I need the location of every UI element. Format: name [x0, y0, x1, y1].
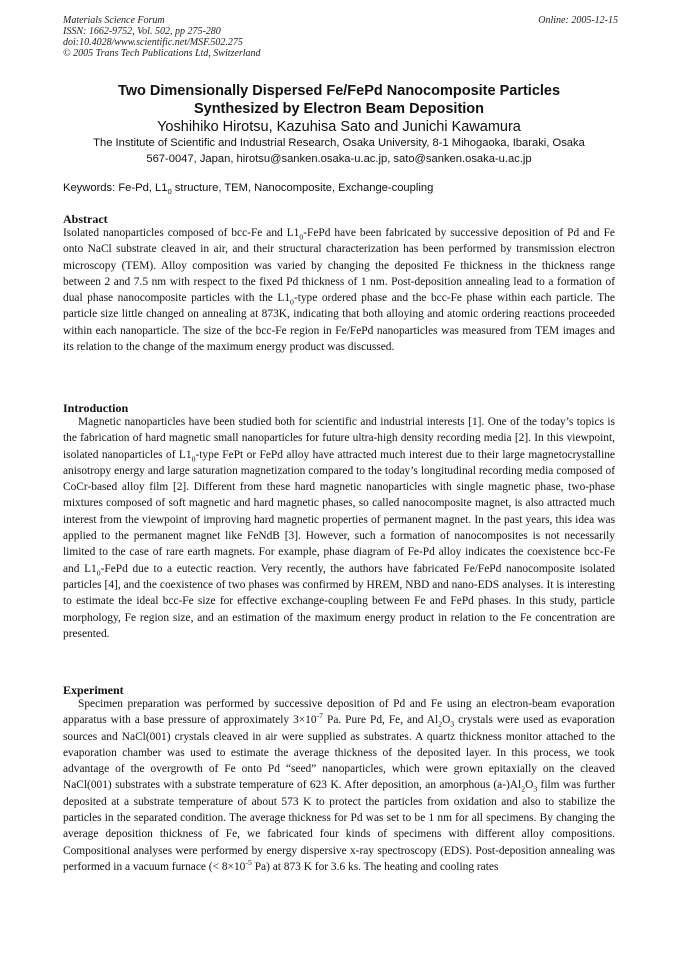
- affiliation-line-2: 567-0047, Japan, hirotsu@sanken.osaka-u.ac.jp, sato@sanken.osaka-u.ac.jp: [146, 153, 532, 165]
- journal-copyright: © 2005 Trans Tech Publications Ltd, Switzerland: [63, 48, 261, 59]
- abstract-text: [63, 225, 615, 355]
- affiliation: [63, 135, 615, 167]
- experiment-text-part: film was further deposited at a substrate temperature of about 573 K to protect the particles from oxidation and also to stabilize the particles in the separated condition. The average thickness for Pd was set to be 1 nm for all specimens. By changing the average deposition thickness of Fe, we fabricated four kinds of specimens with different alloy compositions. Compositional analyses were performed by energy dispersive x-ray spectroscopy (EDS). Post-deposition annealing was performed in a vacuum furnace (< 8×10: [63, 779, 615, 873]
- experiment-text-part: Pa. Pure Pd, Fe, and Al: [323, 714, 439, 727]
- experiment-text-part: O: [525, 779, 534, 792]
- journal-doi: doi:10.4028/www.scientific.net/MSF.502.275: [63, 37, 243, 48]
- keywords: [63, 180, 615, 196]
- keywords-subscript: 0: [167, 187, 172, 197]
- abstract-subscript: 0: [299, 232, 304, 242]
- abstract-text-part: Isolated nanoparticles composed of bcc-Fe and L1: [63, 227, 300, 239]
- experiment-superscript: -5: [245, 858, 252, 868]
- introduction-subscript: 0: [191, 453, 196, 463]
- experiment-superscript: -7: [316, 711, 324, 721]
- experiment-text-part: O: [442, 714, 451, 727]
- experiment-heading: Experiment: [63, 683, 124, 697]
- experiment-subscript: 2: [438, 719, 443, 729]
- introduction-text-part: Magnetic nanoparticles have been studied both for scientific and industrial interests [1]. One of the today’s topics is the fabrication of hard magnetic small nanoparticles for future ultra-high density recording media [2]. In this viewpoint, isolated nanoparticles of L1: [63, 416, 615, 461]
- abstract-subscript: 0: [290, 297, 294, 307]
- experiment-text-part: Specimen preparation was performed by successive deposition of Pd and Fe using an electron-beam evaporation apparatus with a base pressure of approximately 3×10: [63, 698, 615, 727]
- experiment-subscript: 2: [521, 784, 526, 794]
- introduction-heading: Introduction: [63, 401, 129, 415]
- journal-header: [63, 15, 618, 59]
- affiliation-line-1: The Institute of Scientific and Industrial Research, Osaka University, 8-1 Mihogaoka, Ibaraki, Osaka: [93, 137, 585, 149]
- journal-name: Materials Science Forum: [63, 15, 165, 26]
- abstract-heading: Abstract: [63, 212, 108, 226]
- abstract-text-part: -type ordered phase and the bcc-Fe phase within each particle. The particle size little changed on annealing at 873K, indicating that both alloying and atomic ordering reactions proceeded within each nanoparticle. The size of the bcc-Fe region in Fe/FePd nanoparticles was measured from TEM images and its relation to the change of the maximum energy product was discussed.: [63, 292, 615, 354]
- abstract-text-part: -FePd have been fabricated by successive deposition of Pd and Fe onto NaCl substrate cleaved in air, and their structural characterization has been performed by transmission electron microscopy (TEM). Alloy composition was varied by changing the deposited Fe thickness in the thickness range between 2 and 7.5 nm with respect to the fixed Pd thickness of 1 nm. Post-deposition annealing lead to a formation of dual phase nanocomposite particles with the L1: [63, 227, 615, 305]
- journal-issn: ISSN: 1662-9752, Vol. 502, pp 275-280: [63, 26, 221, 37]
- author-list: Yoshihiko Hirotsu, Kazuhisa Sato and Junichi Kawamura: [157, 119, 521, 135]
- introduction-subscript: 0: [96, 567, 101, 577]
- title-line-1: Two Dimensionally Dispersed Fe/FePd Nanocomposite Particles: [117, 83, 561, 99]
- online-date: Online: 2005-12-15: [538, 15, 618, 26]
- introduction-text-part: -type FePt or FePd alloy have attracted much interest due to their large magnetocrystalline anisotropy energy and large saturation magnetization compared to the today’s longitudinal recording media composed of CoCr-based alloy film [2]. Different from these hard magnetic nanoparticles with single magnetic phase, two-phase mixtures composed of soft magnetic and hard magnetic phases, so called nanocomposite magnet, is also attracted much interest from the viewpoint of improving hard magnetic properties of permanent magnet. In the past years, this idea was applied to the permanent magnet like FeNdB [3]. However, such a formation of nanocomposites is not necessarily limited to the case of rare earth magnets. For example, phase diagram of Fe-Pd alloy indicates the coexistence bcc-Fe and L1: [63, 448, 615, 575]
- paper-title: [63, 82, 615, 118]
- experiment-subscript: 3: [533, 784, 538, 794]
- experiment-text: [63, 696, 615, 875]
- experiment-text-part: crystals were used as evaporation sources and NaCl(001) crystals cleaved in air were supplied as substrates. A quartz thickness monitor attached to the evaporation chamber was used to estimate the average thickness of the deposited layer. In this process, we took advantage of the overgrowth of Fe onto Pd “seed” nanoparticles, which were grown epitaxially on the cleaved NaCl(001) substrates with a substrate temperature of 623 K. After deposition, an amorphous (a-)Al: [63, 714, 615, 792]
- experiment-subscript: 3: [450, 719, 455, 729]
- keywords-prefix: Keywords: Fe-Pd, L1: [63, 182, 168, 194]
- title-line-2: Synthesized by Electron Beam Deposition: [193, 101, 485, 117]
- introduction-text-part: -FePd due to a eutectic reaction. Very recently, the authors have fabricated Fe/FePd nanocomposite isolated particles [4], and the coexistence of two phases was confirmed by HREM, NBD and nano-EDS analyses. It is interesting to estimate the ideal bcc-Fe size for effective exchange-coupling between Fe and FePd phases. In this study, particle morphology, Fe region size, and an estimation of the maximum energy product in relation to the Fe concentration are presented.: [63, 562, 615, 640]
- keywords-suffix: structure, TEM, Nanocomposite, Exchange-coupling: [171, 182, 434, 194]
- experiment-text-part: Pa) at 873 K for 3.6 ks. The heating and cooling rates: [251, 860, 499, 873]
- introduction-text: [63, 414, 615, 642]
